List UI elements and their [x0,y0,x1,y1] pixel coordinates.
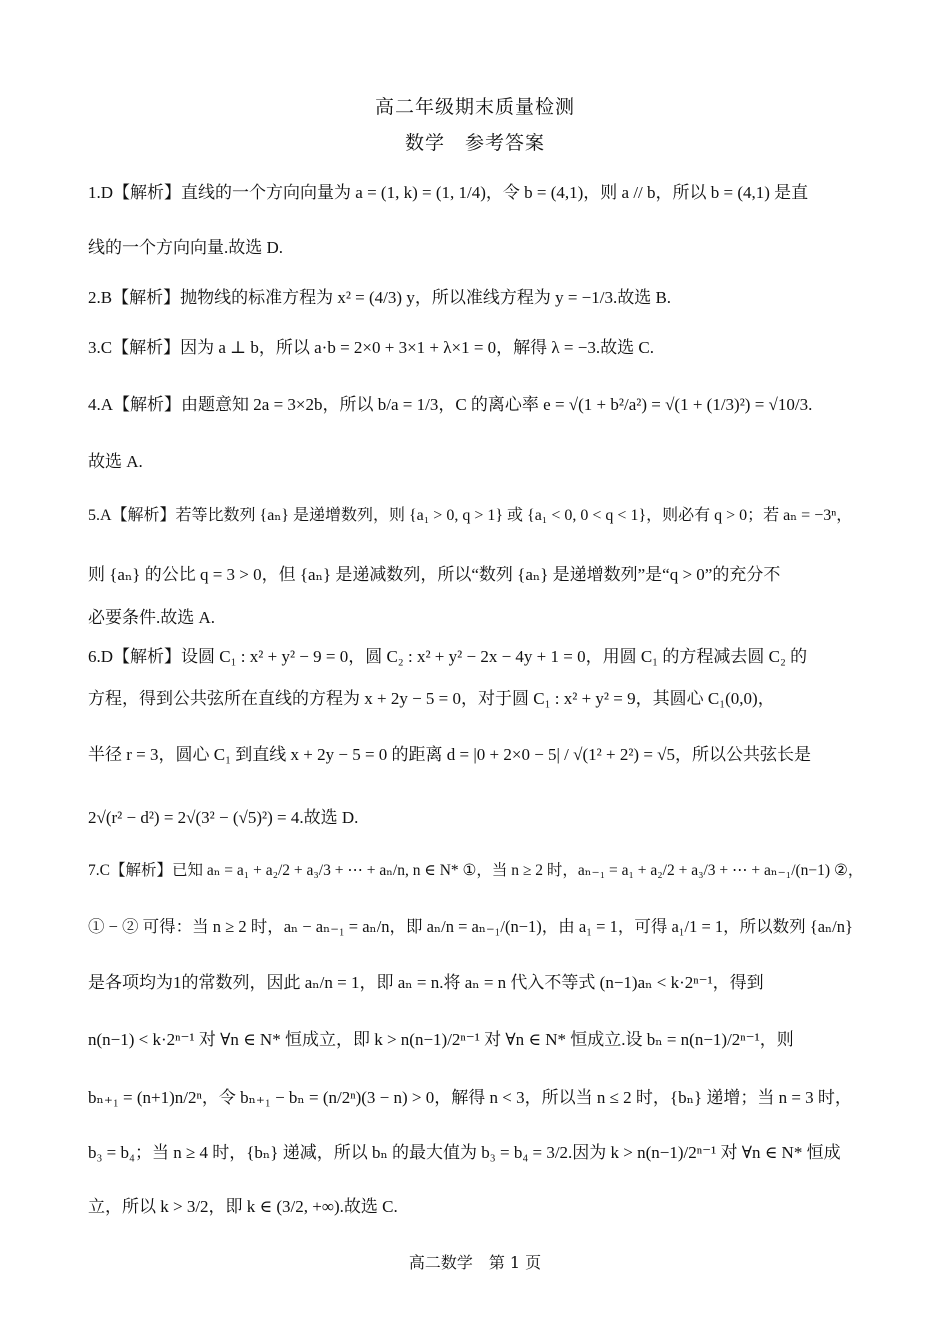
answer-line: 半径 r = 3，圆心 C₁ 到直线 x + 2y − 5 = 0 的距离 d = |0 + 2×0 − 5| / √(1² + 2²) = √5，所以公共弦长是 [88,745,812,764]
answer-line: n(n−1) < k·2ⁿ⁻¹ 对 ∀n ∈ N* 恒成立，即 k > n(n−1)/2ⁿ⁻¹ 对 ∀n ∈ N* 恒成立.设 bₙ = n(n−1)/2ⁿ⁻¹，则 [88,1030,794,1049]
answer-line: 7.C【解析】已知 aₙ = a₁ + a₂/2 + a₃/3 + ⋯ + aₙ/n, n ∈ N* ①，当 n ≥ 2 时，aₙ₋₁ = a₁ + a₂/2 + a₃/3 + ⋯ + aₙ₋₁/(n−1) ②， [88,862,864,879]
answer-line: bₙ₊₁ = (n+1)n/2ⁿ，令 bₙ₊₁ − bₙ = (n/2ⁿ)(3 − n) > 0，解得 n < 3，所以当 n ≤ 2 时，{bₙ} 递增；当 n = 3 时， [88,1088,852,1107]
answer-line: 1.D【解析】直线的一个方向向量为 a = (1, k) = (1, 1/4)，令 b = (4,1)，则 a // b，所以 b = (4,1) 是直 [88,183,809,202]
answer-line: 4.A【解析】由题意知 2a = 3×2b，所以 b/a = 1/3，C 的离心率 e = √(1 + b²/a²) = √(1 + (1/3)²) = √10/3. [88,395,813,414]
page-subtitle: 数学 参考答案 [404,132,545,154]
answer-line: 则 {aₙ} 的公比 q = 3 > 0，但 {aₙ} 是递减数列，所以“数列 {aₙ} 是递增数列”是“q > 0”的充分不 [88,565,781,584]
answer-line: 方程，得到公共弦所在直线的方程为 x + 2y − 5 = 0，对于圆 C₁ : x² + y² = 9，其圆心 C₁(0,0)， [88,689,775,708]
answer-line: 必要条件.故选 A. [88,608,216,627]
answer-line: 6.D【解析】设圆 C₁ : x² + y² − 9 = 0，圆 C₂ : x² + y² − 2x − 4y + 1 = 0，用圆 C₁ 的方程减去圆 C₂ 的 [88,647,808,666]
page-footer: 高二数学 第 1 页 [408,1253,542,1272]
answer-line: 2√(r² − d²) = 2√(3² − (√5)²) = 4.故选 D. [88,808,359,827]
answer-line: ① − ② 可得：当 n ≥ 2 时，aₙ − aₙ₋₁ = aₙ/n，即 aₙ/n = aₙ₋₁/(n−1)，由 a₁ = 1，可得 a₁/1 = 1，所以数列 {aₙ/n} [88,917,853,936]
answer-line: 2.B【解析】抛物线的标准方程为 x² = (4/3) y，所以准线方程为 y = −1/3.故选 B. [88,288,672,307]
answer-line: 故选 A. [88,452,143,471]
answer-line: 5.A【解析】若等比数列 {aₙ} 是递增数列，则 {a₁ > 0, q > 1} 或 {a₁ < 0, 0 < q < 1}，则必有 q > 0；若 aₙ = −3ⁿ， [88,507,853,524]
page-title: 高二年级期末质量检测 [374,96,575,118]
answer-line: 是各项均为1的常数列，因此 aₙ/n = 1，即 aₙ = n.将 aₙ = n 代入不等式 (n−1)aₙ < k·2ⁿ⁻¹，得到 [88,973,764,992]
answer-line: 线的一个方向向量.故选 D. [88,238,284,257]
answer-line: 3.C【解析】因为 a ⊥ b，所以 a·b = 2×0 + 3×1 + λ×1 = 0，解得 λ = −3.故选 C. [88,338,654,357]
answer-line: b₃ = b₄；当 n ≥ 4 时，{bₙ} 递减，所以 bₙ 的最大值为 b₃ = b₄ = 3/2.因为 k > n(n−1)/2ⁿ⁻¹ 对 ∀n ∈ N* 恒成 [88,1143,841,1162]
answer-line: 立，所以 k > 3/2，即 k ∈ (3/2, +∞).故选 C. [88,1197,398,1216]
